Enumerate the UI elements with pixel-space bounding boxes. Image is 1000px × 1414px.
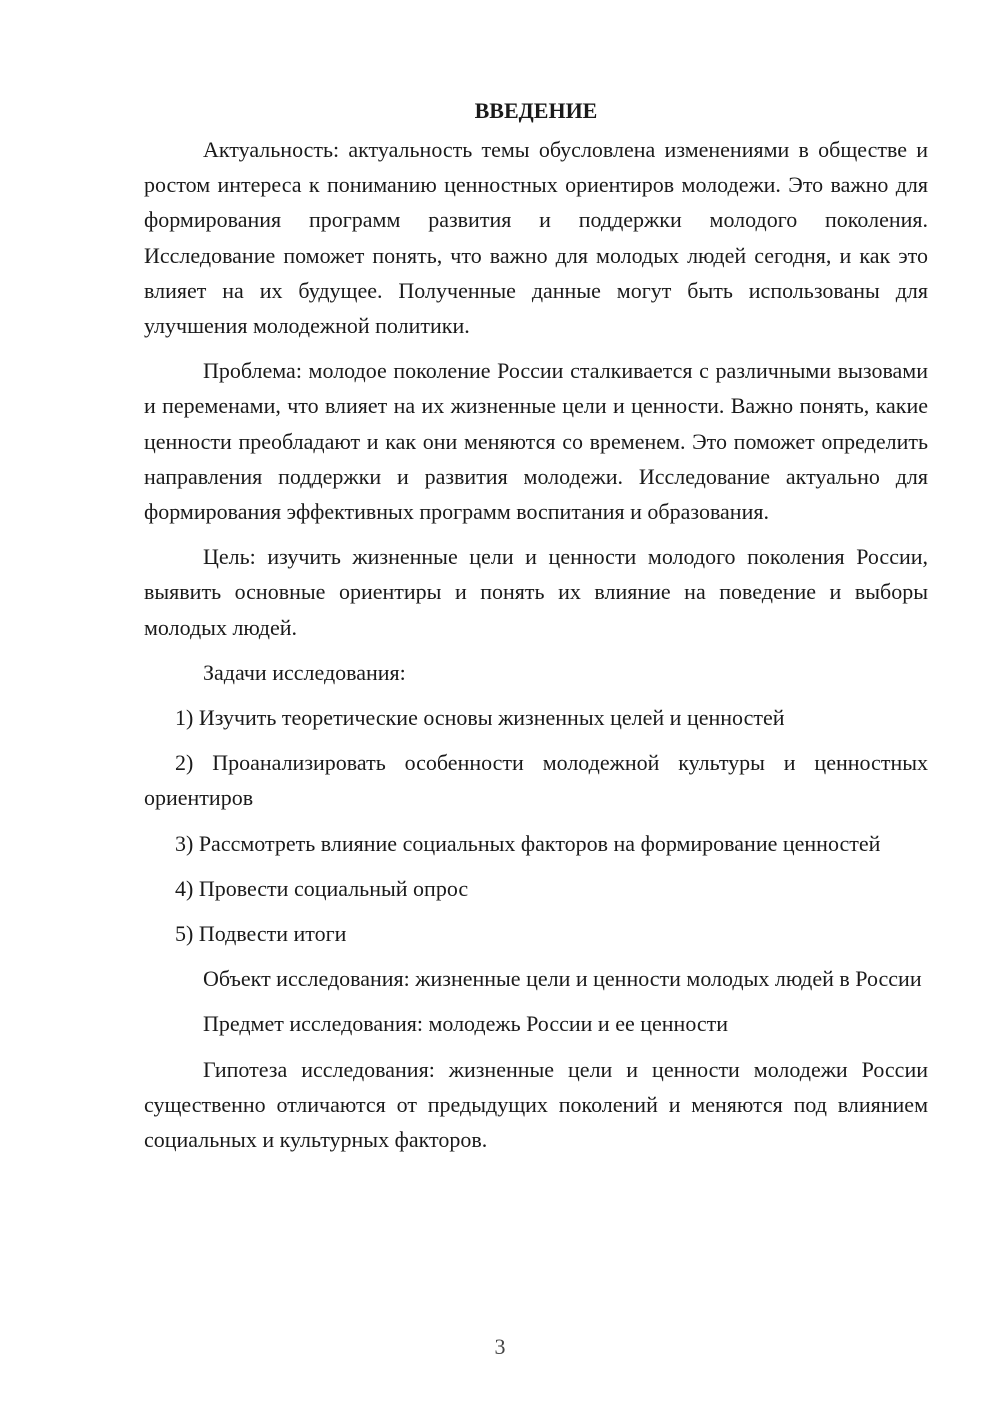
tasks-heading: Задачи исследования: — [203, 659, 406, 685]
goal-paragraph: Цель: изучить жизненные цели и ценности молодого поколения России, выявить основные ориентиры и понять их влияние на поведение и выборы молодых людей. — [144, 544, 928, 640]
relevance-paragraph: Актуальность: актуальность темы обусловлена изменениями в обществе и ростом интереса к пониманию ценностных ориентиров молодежи. Это важно для формирования программ развития и поддержки молодого поколения. Исследование поможет понять, что важно для молодых людей сегодня, и как это влияет на их будущее. Полученные данные могут быть использованы для улучшения молодежной политики. — [144, 137, 928, 339]
task-item: 4) Провести социальный опрос — [175, 875, 469, 901]
document-page — [144, 90, 928, 1157]
problem-paragraph: Проблема: молодое поколение России сталкивается с различными вызовами и переменами, что влияет на их жизненные цели и ценности. Важно понять, какие ценности преобладают и как они меняются со временем. Это поможет определить направления поддержки и развития молодежи. Исследование актуально для формирования эффективных программ воспитания и образования. — [144, 358, 928, 525]
task-item: 5) Подвести итоги — [175, 921, 347, 947]
subject-paragraph: Предмет исследования: молодежь России и ее ценности — [203, 1011, 729, 1037]
task-item: 2) Проанализировать особенности молодежной культуры и ценностных ориентиров — [144, 750, 928, 811]
page-number: 3 — [494, 1334, 506, 1359]
object-paragraph: Объект исследования: жизненные цели и ценности молодых людей в России — [203, 966, 922, 992]
task-item: 3) Рассмотреть влияние социальных факторов на формирование ценностей — [175, 830, 881, 856]
task-item: 1) Изучить теоретические основы жизненных целей и ценностей — [175, 705, 785, 731]
hypothesis-paragraph: Гипотеза исследования: жизненные цели и ценности молодежи России существенно отличаются от предыдущих поколений и меняются под влиянием социальных и культурных факторов. — [144, 1056, 928, 1153]
page-title: ВВЕДЕНИЕ — [474, 98, 598, 123]
